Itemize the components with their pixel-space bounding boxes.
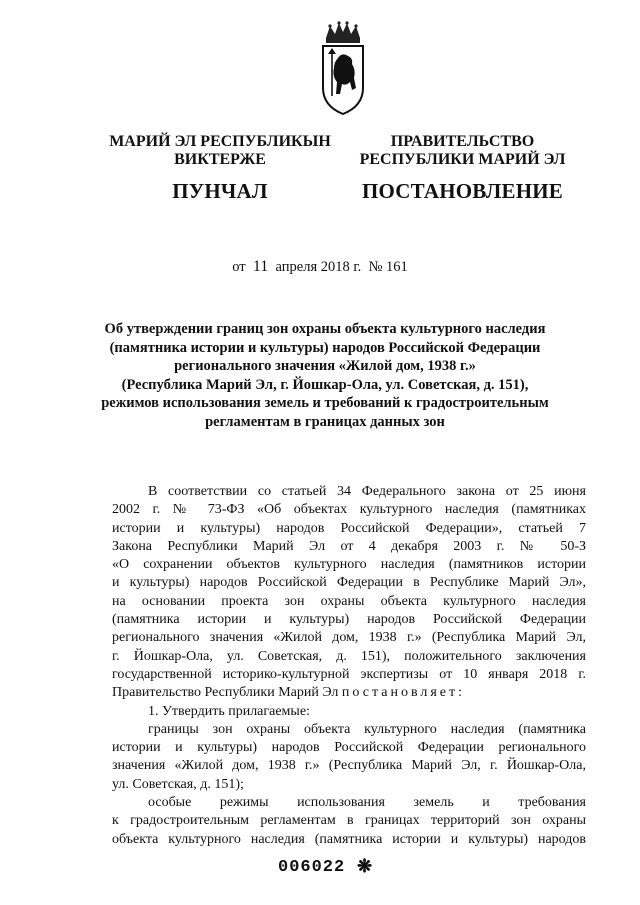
title-line: регионального значения «Жилой дом, 1938 г.» [174, 358, 476, 374]
body-line: истории и культуры) народов Российской Федерации», статьей 7 [112, 520, 586, 536]
document-title [90, 320, 560, 431]
document-number: № 161 [368, 259, 408, 275]
body-line: к градостроительным регламентам в границах территорий зон охраны [112, 813, 586, 829]
title-line: регламентам в границах данных зон [205, 413, 445, 430]
body-line: государственной историко-культурной экспертизы от 10 января 2018 г. [112, 666, 586, 682]
asterisk-mark: ❋ [357, 856, 373, 876]
header-russian-line2: РЕСПУБЛИКИ МАРИЙ ЭЛ [359, 151, 566, 168]
body-line: границы зон охраны объекта культурного наследия (памятника [148, 721, 586, 737]
body-line: регионального значения «Жилой дом, 1938 г.» (Республика Марий Эл, [112, 630, 586, 646]
item-1: 1. Утвердить прилагаемые: [148, 703, 310, 719]
body-line: особые режимы использования земель и требования [148, 795, 586, 811]
body-line: В соответствии со статьей 34 Федерального закона от 25 июня [148, 484, 586, 499]
header-russian-line1: ПРАВИТЕЛЬСТВО [390, 133, 535, 150]
header-russian-doc-type: ПОСТАНОВЛЕНИЕ [361, 179, 564, 203]
header-mari [95, 133, 345, 203]
date-day: 11 [252, 258, 269, 275]
body-line: значения «Жилой дом, 1938 г.» (Республика Марий Эл, г. Йошкар-Ола, [112, 758, 586, 774]
document-date [0, 258, 640, 276]
header-mari-line1: МАРИЙ ЭЛ РЕСПУБЛИКЫН [109, 133, 331, 150]
header-mari-line2: ВИКТЕРЖЕ [174, 151, 266, 168]
body-line: на основании проекта зон охраны объекта культурного наследия [112, 593, 586, 609]
body-line: (памятника истории и культуры) народов Российской Федерации [112, 612, 586, 628]
body-line: объекта культурного наследия (памятника истории и культуры) народов [112, 831, 586, 847]
header-mari-doc-type: ПУНЧАЛ [172, 179, 268, 203]
body-line: «О сохранении объектов культурного наследия (памятников истории [112, 557, 586, 573]
body-line-resolves [112, 684, 586, 702]
header-russian [355, 133, 570, 203]
body-line: и культуры) народов Российской Федерации в Республике Марий Эл», [112, 575, 586, 591]
body-line: Закона Республики Марий Эл от 4 декабря 2003 г. № 50-З [112, 538, 586, 554]
title-line: режимов использования земель и требований к градостроительным [101, 395, 549, 411]
resolves-prefix: Правительство Республики Марий Эл [112, 685, 339, 701]
serial-number: 006022 [278, 858, 346, 877]
body-line: истории и культуры) народов Российской Федерации регионального [112, 740, 586, 756]
body-line: 2002 г. № 73-ФЗ «Об объектах культурного наследия (памятниках [112, 502, 586, 518]
resolves-word: постановляет: [341, 685, 466, 701]
date-month-year: апреля 2018 г. [275, 259, 362, 275]
date-prefix: от [232, 259, 246, 275]
mari-el-coat-of-arms-icon [318, 18, 368, 118]
body-line: ул. Советская, д. 151); [112, 776, 244, 792]
body-line: г. Йошкар-Ола, ул. Советская, д. 151), положительного заключения [112, 648, 586, 664]
document-body [112, 483, 586, 849]
title-line: Об утверждении границ зон охраны объекта культурного наследия [104, 321, 546, 337]
title-line: (памятника истории и культуры) народов Российской Федерации [109, 339, 541, 356]
title-line: (Республика Марий Эл, г. Йошкар-Ола, ул. Советская, д. 151), [121, 376, 529, 393]
